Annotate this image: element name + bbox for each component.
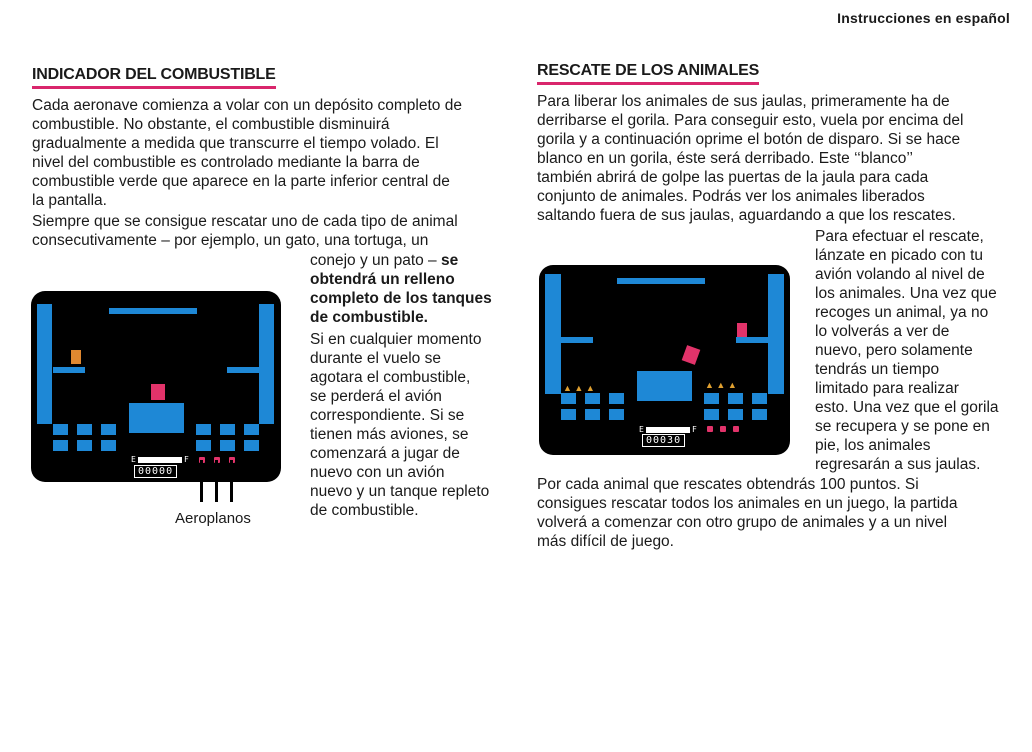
planes-caption: Aeroplanos [175,510,251,527]
gorilla [151,384,165,400]
score-display: 00000 [134,465,177,478]
cage [728,409,743,420]
rescue-paragraph-1 [537,92,1012,225]
line: nuevo con un avión [310,464,445,481]
right-ledge [227,367,259,373]
line: Por cada animal que rescates obtendrás 100 puntos. Si [537,476,919,493]
top-ledge [617,278,705,284]
line: pie, los animales [815,437,931,454]
cage [728,393,743,404]
line: agotara el combustible, [310,369,471,386]
line: nuevo, pero solamente [815,342,973,359]
plane-life [733,426,739,432]
left-ledge [53,367,85,373]
fuel-indicator-heading: INDICADOR DEL COMBUSTIBLE [32,66,276,89]
fuel-paragraph-3 [310,330,520,520]
line: tienen más aviones, se [310,426,469,443]
line: se perderá el avión [310,388,442,405]
cage [220,424,235,435]
line: lo volverás a ver de [815,323,950,340]
line [310,289,520,308]
page-header-title: Instrucciones en español [837,10,1010,26]
cage [244,424,259,435]
line [310,308,520,327]
cage [244,440,259,451]
line: también abrirá de golpe las puertas de la jaula para cada [537,169,929,186]
left-wall [37,304,52,424]
text-bold: se [441,252,459,269]
line: durante el vuelo se [310,350,441,367]
cage [561,393,576,404]
line: correspondiente. Si se [310,407,465,424]
line: lánzate en picado con tu [815,247,984,264]
pointer-line [200,460,203,502]
right-wall [768,274,784,394]
text-plain: conejo y un pato – [310,252,437,269]
line: volverá a comenzar con otro grupo de animales y a un nivel [537,514,948,531]
freed-animals-right: ▲ ▲ ▲ [705,380,737,390]
cage [585,393,600,404]
cage [101,424,116,435]
cage [196,440,211,451]
line: consigues rescatar todos los animales en un juego, la partida [537,495,958,512]
line: combustible. No obstante, el combustible disminuirá [32,116,390,133]
gauge-empty-label: E [639,425,644,434]
cage [752,409,767,420]
cage [101,440,116,451]
fuel-paragraph-2-tail [310,251,520,327]
line: esto. Una vez que el gorila [815,399,999,416]
line: avión volando al nivel de [815,266,985,283]
plane-life [707,426,713,432]
rescue-paragraph-3 [537,475,1017,551]
left-ledge [561,337,593,343]
line: Para efectuar el rescate, [815,228,984,245]
line: más difícil de juego. [537,533,674,550]
cage [704,409,719,420]
cage [77,424,92,435]
cage [752,393,767,404]
cage [561,409,576,420]
line: nuevo y un tanque repleto [310,483,490,500]
fuel-paragraph-1 [32,96,512,210]
text-bold: de combustible. [310,309,428,326]
central-platform [637,371,692,401]
line: Si en cualquier momento [310,331,482,348]
text-bold: obtendrá un relleno [310,271,455,288]
central-platform [129,403,184,433]
left-wall [545,274,561,394]
cage [53,424,68,435]
gauge-full-label: F [184,455,189,464]
line: Para liberar los animales de sus jaulas, primeramente ha de [537,93,950,110]
pointer-line [230,460,233,502]
line: conjunto de animales. Podrás ver los animales liberados [537,188,925,205]
plane [737,323,747,337]
line: recoges un animal, ya no [815,304,989,321]
cage [220,440,235,451]
cage [609,409,624,420]
cage [196,424,211,435]
cage [585,409,600,420]
line: consecutivamente – por ejemplo, un gato, una tortuga, un [32,232,429,249]
line: gradualmente a medida que transcurre el tiempo volado. El [32,135,439,152]
line: blanco en un gorila, éste será derribado. Este ‘‘blanco’’ [537,150,913,167]
line: de combustible. [310,502,419,519]
line: Siempre que se consigue rescatar uno de cada tipo de animal [32,213,458,230]
pointer-line [215,460,218,502]
game-screenshot-fuel [31,291,281,482]
monkey [71,350,81,364]
game-screenshot-rescue [539,265,790,455]
text-bold: completo de los tanques [310,290,492,307]
cage [53,440,68,451]
cage [609,393,624,404]
fuel-gauge [646,427,690,433]
line [310,270,520,289]
line: combustible verde que aparece en la parte inferior central de [32,173,450,190]
line: gorila y a continuación oprime el botón de disparo. Si se hace [537,131,961,148]
line: regresarán a sus jaulas. [815,456,981,473]
gauge-full-label: F [692,425,697,434]
cage [77,440,92,451]
line: nivel del combustible es controlado mediante la barra de [32,154,420,171]
plane-life [720,426,726,432]
top-ledge [109,308,197,314]
gorilla-falling [682,345,701,365]
rescue-paragraph-2 [815,227,1015,474]
line: la pantalla. [32,192,107,209]
fuel-paragraph-2 [32,212,512,250]
line: se recupera y se pone en [815,418,990,435]
freed-animals-left: ▲ ▲ ▲ [563,383,595,393]
animal-rescue-heading: RESCATE DE LOS ANIMALES [537,62,759,85]
line: limitado para realizar [815,380,959,397]
line [310,251,520,270]
fuel-gauge [138,457,182,463]
right-wall [259,304,274,424]
line: saltando fuera de sus jaulas, aguardando a que los rescates. [537,207,956,224]
line: derribarse el gorila. Para conseguir esto, vuela por encima del [537,112,964,129]
line: tendrás un tiempo [815,361,940,378]
cage [704,393,719,404]
line: comenzará a jugar de [310,445,460,462]
score-display: 00030 [642,434,685,447]
right-ledge [736,337,768,343]
line: los animales. Una vez que [815,285,997,302]
line: Cada aeronave comienza a volar con un depósito completo de [32,97,462,114]
gauge-empty-label: E [131,455,136,464]
